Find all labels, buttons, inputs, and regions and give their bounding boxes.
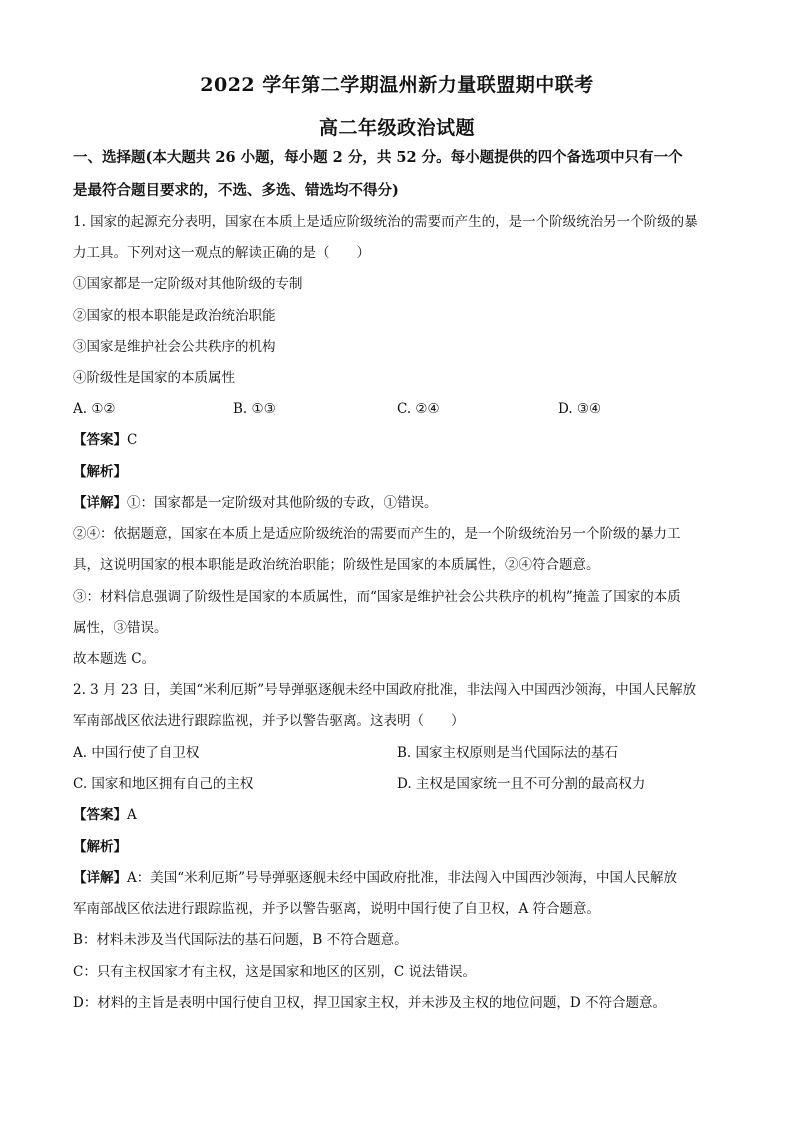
q1-option-b: B. ①③ xyxy=(233,401,276,417)
q2-stem-line1: 2. 3 月 23 日，美国“米利厄斯”号导弹驱逐舰未经中国政府批准，非法闯入中国西沙领海，中国人民解放 xyxy=(73,682,697,698)
q2-option-d: D. 主权是国家统一且不可分割的最高权力 xyxy=(397,776,646,792)
q1-answer xyxy=(73,430,733,450)
q1-item-4: ④阶级性是国家的本质属性 xyxy=(73,370,235,386)
q2-detail-line5: D：材料的主旨是表明中国行使自卫权，捍卫国家主权，并未涉及主权的地位问题，D 不符合题意。 xyxy=(73,995,666,1011)
q2-analysis-tag: 【解析】 xyxy=(73,839,127,855)
q1-item-2: ②国家的根本职能是政治统治职能 xyxy=(73,308,276,324)
detail-tag: 【详解】 xyxy=(73,870,127,886)
q2-option-c: C. 国家和地区拥有自己的主权 xyxy=(73,776,254,792)
answer-tag: 【答案】 xyxy=(73,432,127,448)
q1-item-1: ①国家都是一定阶级对其他阶级的专制 xyxy=(73,276,303,292)
q1-option-a: A. ①② xyxy=(73,401,116,417)
q2-detail-line2: 军南部战区依法进行跟踪监视，并予以警告驱离，说明中国行使了自卫权，A 符合题意。 xyxy=(73,901,601,917)
q1-detail-line2: ②④：依据题意，国家在本质上是适应阶级统治的需要而产生的，是一个阶级统治另一个阶级的暴力工 xyxy=(73,526,681,542)
exam-title: 2022 学年第二学期温州新力量联盟期中联考 xyxy=(200,74,594,96)
section-heading-line1: 一、选择题(本大题共 26 小题，每小题 2 分，共 52 分。每小题提供的四个备选项中只有一个 xyxy=(73,149,683,166)
q1-analysis-tag: 【解析】 xyxy=(73,464,127,480)
q1-stem-line2: 力工具。下列对这一观点的解读正确的是（ ） xyxy=(73,245,370,261)
section-heading-line2: 是最符合题目要求的，不选、多选、错选均不得分) xyxy=(73,182,399,199)
q2-detail-line4: C：只有主权国家才有主权，这是国家和地区的区别，C 说法错误。 xyxy=(73,964,476,980)
detail-tag: 【详解】 xyxy=(73,495,127,511)
answer-tag: 【答案】 xyxy=(73,807,127,823)
q1-option-c: C. ②④ xyxy=(397,401,440,417)
detail-text: ①：国家都是一定阶级对其他阶级的专政，①错误。 xyxy=(127,495,438,511)
q2-detail-line3: B：材料未涉及当代国际法的基石问题，B 不符合题意。 xyxy=(73,932,408,948)
q1-detail-line1 xyxy=(73,493,733,513)
q1-item-3: ③国家是维护社会公共秩序的机构 xyxy=(73,339,276,355)
q1-detail-line4: ③：材料信息强调了阶级性是国家的本质属性，而“国家是维护社会公共秩序的机构”掩盖了国家的本质 xyxy=(73,589,681,605)
q1-option-d: D. ③④ xyxy=(558,401,602,417)
detail-text: A：美国“米利厄斯”号导弹驱逐舰未经中国政府批准，非法闯入中国西沙领海，中国人民解放 xyxy=(127,870,678,886)
q2-stem-line2: 军南部战区依法进行跟踪监视，并予以警告驱离。这表明（ ） xyxy=(73,713,465,729)
answer-value: A xyxy=(127,807,137,823)
q2-answer xyxy=(73,805,733,825)
exam-subtitle: 高二年级政治试题 xyxy=(318,117,475,139)
q1-detail-line3: 具，这说明国家的根本职能是政治统治职能；阶级性是国家的本质属性，②④符合题意。 xyxy=(73,557,600,573)
q2-option-b: B. 国家主权原则是当代国际法的基石 xyxy=(397,745,619,761)
q2-option-a: A. 中国行使了自卫权 xyxy=(73,745,200,761)
q1-conclusion: 故本题选 C。 xyxy=(73,651,156,667)
answer-value: C xyxy=(127,432,138,448)
q1-detail-line5: 属性，③错误。 xyxy=(73,620,168,636)
q2-detail-line1 xyxy=(73,868,733,888)
q1-stem-line1: 1. 国家的起源充分表明，国家在本质上是适应阶级统治的需要而产生的，是一个阶级统治另一个阶级的暴 xyxy=(73,214,698,230)
